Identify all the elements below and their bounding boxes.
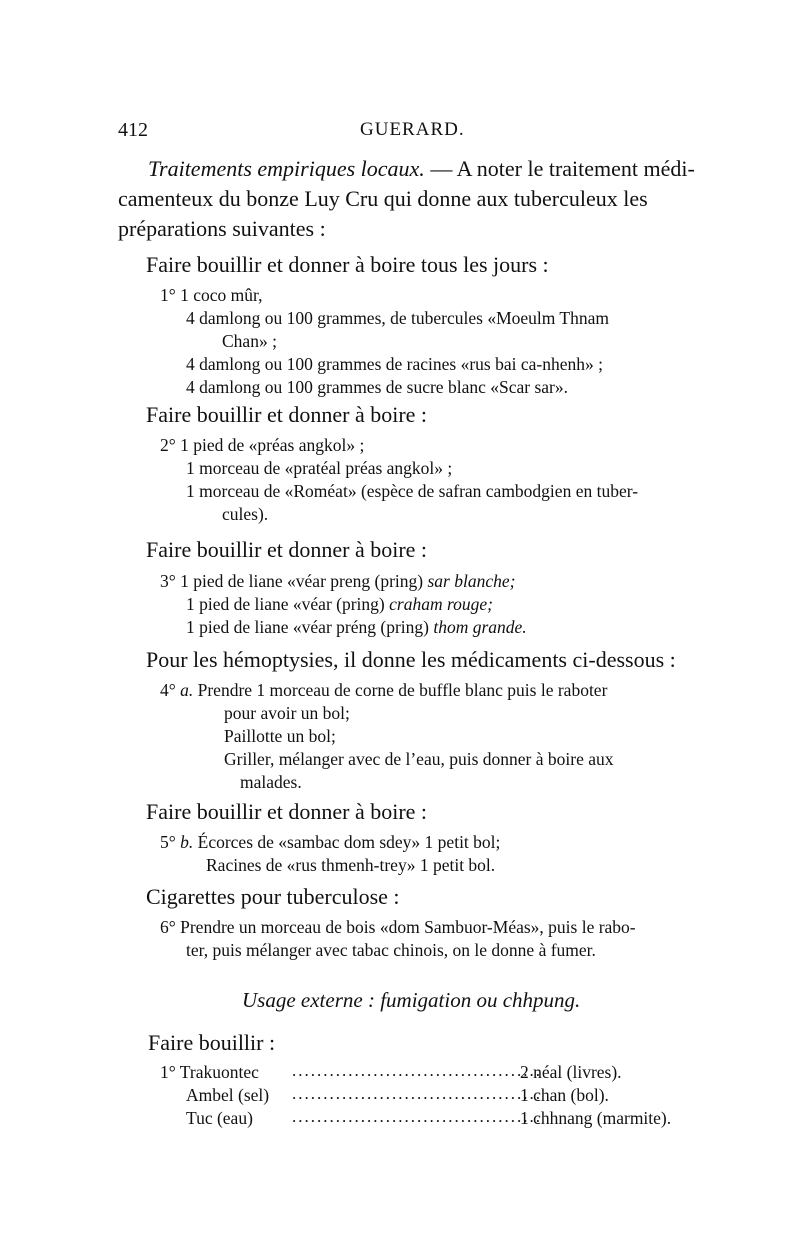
sec1-line-5: 4 damlong ou 100 grammes de sucre blanc «Scar sar». — [186, 377, 568, 397]
sec3-line-2-text: 1 pied de liane «véar (pring) — [186, 594, 390, 614]
sec4-line-1-letter: a. — [180, 680, 194, 700]
section-1-heading: Faire bouillir et donner à boire tous les jours : — [146, 252, 549, 277]
sec4-line-1 — [160, 679, 607, 702]
recipe-row-1-qty: 2 néal (livres). — [520, 1062, 622, 1082]
sec4-line-4: Griller, mélanger avec de l’eau, puis donner à boire aux — [224, 749, 614, 769]
section-5-heading: Faire bouillir et donner à boire : — [146, 799, 428, 824]
external-usage-title: Usage externe : fumigation ou chhpung. — [242, 988, 581, 1012]
dot-leader-3: ........................................ — [292, 1107, 542, 1126]
recipe-row-2-qty: 1 chan (bol). — [520, 1085, 609, 1105]
section-2-heading: Faire bouillir et donner à boire : — [146, 402, 428, 427]
intro-line-3: préparations suivantes : — [118, 216, 326, 241]
intro-line-1 — [148, 154, 695, 184]
dot-leader-2: ........................................ — [292, 1084, 542, 1103]
sec6-line-2: ter, puis mélanger avec tabac chinois, on le donne à fumer. — [186, 940, 596, 960]
sec3-line-3 — [186, 616, 527, 639]
sec3-line-2 — [186, 593, 493, 616]
sec1-line-4: 4 damlong ou 100 grammes de racines «rus bai ca-nhenh» ; — [186, 354, 603, 374]
sec4-line-5: malades. — [240, 772, 302, 792]
section-6-heading: Cigarettes pour tuberculose : — [146, 884, 400, 909]
intro-line-2: camenteux du bonze Luy Cru qui donne aux tuberculeux les — [118, 186, 648, 211]
sec3-line-3-italic: thom grande. — [433, 617, 527, 637]
sec3-line-2-italic: craham rouge; — [389, 594, 493, 614]
recipe-row-2-label: Ambel (sel) — [186, 1085, 270, 1105]
section-3-heading: Faire bouillir et donner à boire : — [146, 537, 428, 562]
sec2-line-1: 2° 1 pied de «préas angkol» ; — [160, 435, 365, 455]
sec5-line-1 — [160, 831, 500, 854]
sec3-line-1-italic: sar blanche; — [427, 571, 516, 591]
sec1-line-2: 4 damlong ou 100 grammes, de tubercules «Moeulm Thnam — [186, 308, 609, 328]
sec2-line-3: 1 morceau de «Roméat» (espèce de safran cambodgien en tuber- — [186, 481, 639, 501]
sec3-line-3-text: 1 pied de liane «véar préng (pring) — [186, 617, 434, 637]
sec3-line-1 — [160, 570, 515, 593]
sec2-line-4: cules). — [222, 504, 269, 524]
page-number: 412 — [118, 119, 148, 141]
sec4-line-2: pour avoir un bol; — [224, 703, 350, 723]
sec5-line-1-num: 5° — [160, 832, 181, 852]
sec1-line-3: Chan» ; — [222, 331, 277, 351]
sec4-line-1-text: Prendre 1 morceau de corne de buffle blanc puis le raboter — [193, 680, 608, 700]
sec5-line-2: Racines de «rus thmenh-trey» 1 petit bol. — [206, 855, 496, 875]
sec6-line-1: 6° Prendre un morceau de bois «dom Sambuor-Méas», puis le rabo- — [160, 917, 636, 937]
sec4-line-1-num: 4° — [160, 680, 181, 700]
sec2-line-2: 1 morceau de «pratéal préas angkol» ; — [186, 458, 453, 478]
recipe-row-3-label: Tuc (eau) — [186, 1108, 253, 1128]
dot-leader-1: ........................................ — [292, 1061, 542, 1080]
recipe-row-1-label: 1° Trakuontec — [160, 1062, 259, 1082]
section-4-heading: Pour les hémoptysies, il donne les médicaments ci-dessous : — [146, 647, 676, 672]
sec3-line-1-text: 3° 1 pied de liane «véar preng (pring) — [160, 571, 428, 591]
running-title: GUERARD. — [360, 119, 465, 140]
intro-lead: Traitements empiriques locaux. — [148, 156, 425, 181]
sec5-line-1-letter: b. — [180, 832, 194, 852]
sec1-line-1: 1° 1 coco mûr, — [160, 285, 263, 305]
sec4-line-3: Paillotte un bol; — [224, 726, 336, 746]
section-7-heading: Faire bouillir : — [148, 1030, 276, 1055]
sec5-line-1-text: Écorces de «sambac dom sdey» 1 petit bol; — [193, 832, 501, 852]
intro-line-1-text: — A noter le traitement médi- — [424, 156, 695, 181]
recipe-row-3-qty: 1 chhnang (marmite). — [520, 1108, 672, 1128]
